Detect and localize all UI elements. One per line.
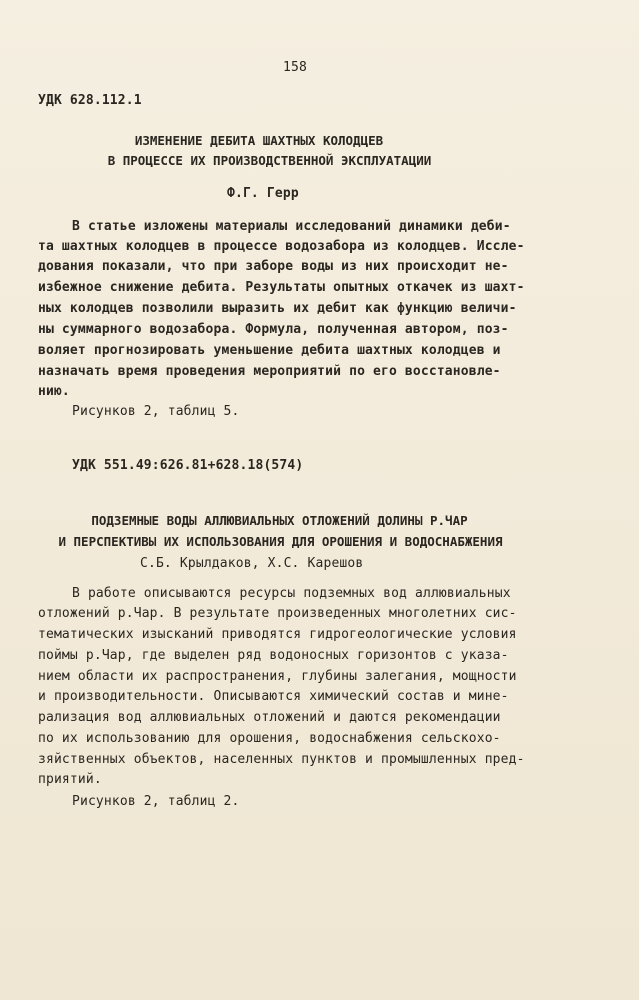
- article2-title-line-1: ПОДЗЕМНЫЕ ВОДЫ АЛЛЮВИАЛЬНЫХ ОТЛОЖЕНИЙ ДОЛИНЫ Р.ЧАР: [91, 513, 468, 528]
- article1-abstract-line: дования показали, что при заборе воды из них происходит не-: [38, 259, 509, 274]
- article2-authors: С.Б. Крылдаков, Х.С. Карешов: [140, 556, 364, 571]
- article1-abstract-line: назначать время проведения мероприятий по его восстановле-: [38, 364, 501, 379]
- article2-abstract-line: В работе описываются ресурсы подземных вод аллювиальных: [72, 586, 511, 601]
- article1-udk: УДК 628.112.1: [38, 93, 142, 108]
- article2-abstract-line: приятий.: [38, 772, 102, 787]
- article2-abstract-line: и производительности. Описываются химический состав и мине-: [38, 689, 509, 704]
- article1-abstract-line: избежное снижение дебита. Результаты опытных откачек из шахт-: [38, 280, 525, 295]
- article1-abstract-line: В статье изложены материалы исследований динамики деби-: [72, 219, 511, 234]
- article1-figures-tables: Рисунков 2, таблиц 5.: [72, 404, 240, 419]
- article2-abstract-line: отложений р.Чар. В результате произведенных многолетних сис-: [38, 606, 517, 621]
- article2-figures-tables: Рисунков 2, таблиц 2.: [72, 794, 240, 809]
- article2-abstract-line: тематических изысканий приводятся гидрогеологические условия: [38, 627, 517, 642]
- article2-abstract-line: нием области их распространения, глубины залегания, мощности: [38, 669, 517, 684]
- article1-title-line-2: В ПРОЦЕССЕ ИХ ПРОИЗВОДСТВЕННОЙ ЭКСПЛУАТАЦИИ: [107, 153, 432, 168]
- article1-abstract-line: ны суммарного водозабора. Формула, полученная автором, поз-: [38, 322, 509, 337]
- article2-abstract-line: рализация вод аллювиальных отложений и даются рекомендации: [38, 710, 501, 725]
- article1-title-line-1: ИЗМЕНЕНИЕ ДЕБИТА ШАХТНЫХ КОЛОДЦЕВ: [134, 133, 384, 148]
- article2-abstract-line: зяйственных объектов, населенных пунктов и промышленных пред-: [38, 752, 525, 767]
- article1-abstract-line: та шахтных колодцев в процессе водозабора из колодцев. Иссле-: [38, 239, 525, 254]
- article1-abstract-line: ных колодцев позволили выразить их дебит как функцию величи-: [38, 301, 517, 316]
- article2-abstract-line: по их использованию для орошения, водоснабжения сельскохо-: [38, 731, 501, 746]
- article2-udk: УДК 551.49:626.81+628.18(574): [72, 458, 304, 473]
- article1-author: Ф.Г. Герр: [227, 186, 299, 201]
- article2-abstract-line: поймы р.Чар, где выделен ряд водоносных горизонтов с указа-: [38, 648, 509, 663]
- article2-title-line-2: И ПЕРСПЕКТИВЫ ИХ ИСПОЛЬЗОВАНИЯ ДЛЯ ОРОШЕНИЯ И ВОДОСНАБЖЕНИЯ: [58, 534, 503, 549]
- article1-abstract-line: нию.: [38, 384, 70, 399]
- article1-abstract-line: воляет прогнозировать уменьшение дебита шахтных колодцев и: [38, 343, 501, 358]
- page-number: 158: [283, 60, 307, 75]
